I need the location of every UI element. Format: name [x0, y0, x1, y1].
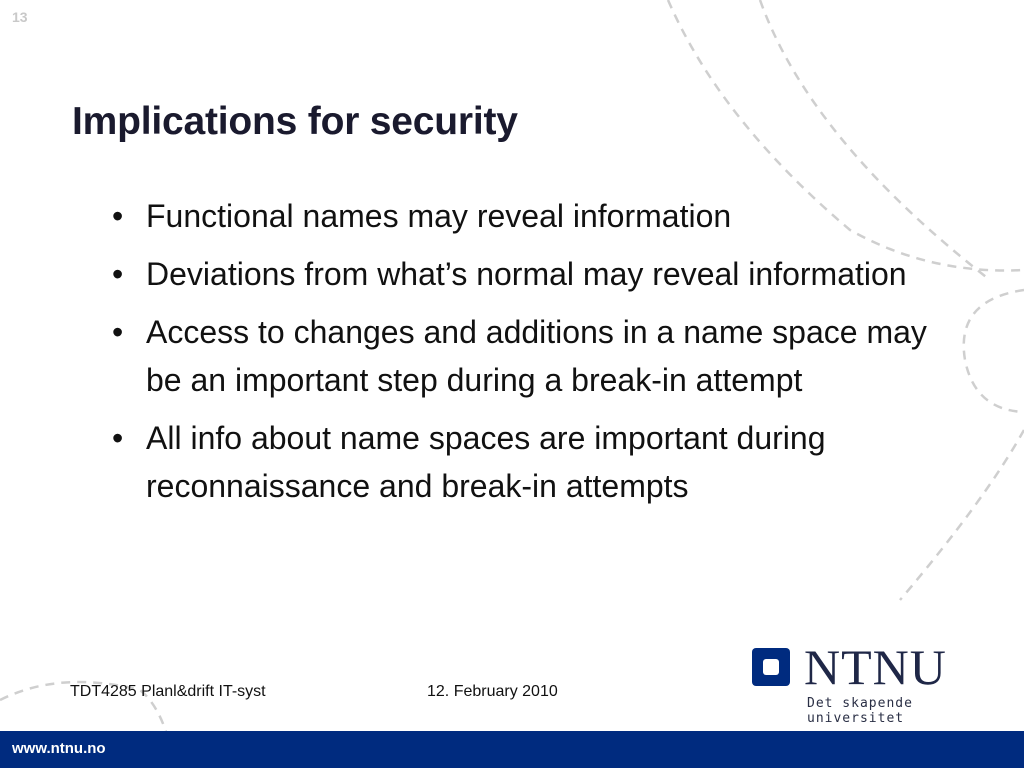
- bottom-bar: [0, 731, 1024, 768]
- logo-tagline: Det skapende universitet: [807, 696, 913, 726]
- ntnu-logo: [752, 639, 1002, 726]
- bullet-item: [108, 192, 958, 240]
- bullet-item: [108, 414, 958, 510]
- bullet-item: [108, 308, 958, 404]
- bullet-item: [108, 250, 958, 298]
- bullet-text: Deviations from what’s normal may reveal information: [146, 256, 907, 292]
- slide-title: Implications for security: [72, 100, 518, 143]
- logo-name: NTNU: [804, 639, 947, 695]
- bullet-marker: •: [112, 198, 124, 234]
- bullet-text: Access to changes and additions in a name space may be an important step during a break-in attempt: [146, 314, 927, 398]
- bullet-marker: •: [112, 256, 124, 292]
- slide-number: 13: [12, 9, 28, 25]
- decorative-circle-right: [964, 290, 1024, 412]
- logo-icon: [752, 648, 790, 686]
- bullet-marker: •: [112, 420, 124, 456]
- bullet-list: [108, 192, 958, 520]
- website-url: www.ntnu.no: [12, 740, 106, 757]
- bullet-text: All info about name spaces are important during reconnaissance and break-in attempts: [146, 420, 826, 504]
- bullet-marker: •: [112, 314, 124, 350]
- footer-date: 12. February 2010: [427, 683, 558, 700]
- bullet-text: Functional names may reveal information: [146, 198, 732, 234]
- footer-course: TDT4285 Planl&drift IT-syst: [70, 683, 266, 700]
